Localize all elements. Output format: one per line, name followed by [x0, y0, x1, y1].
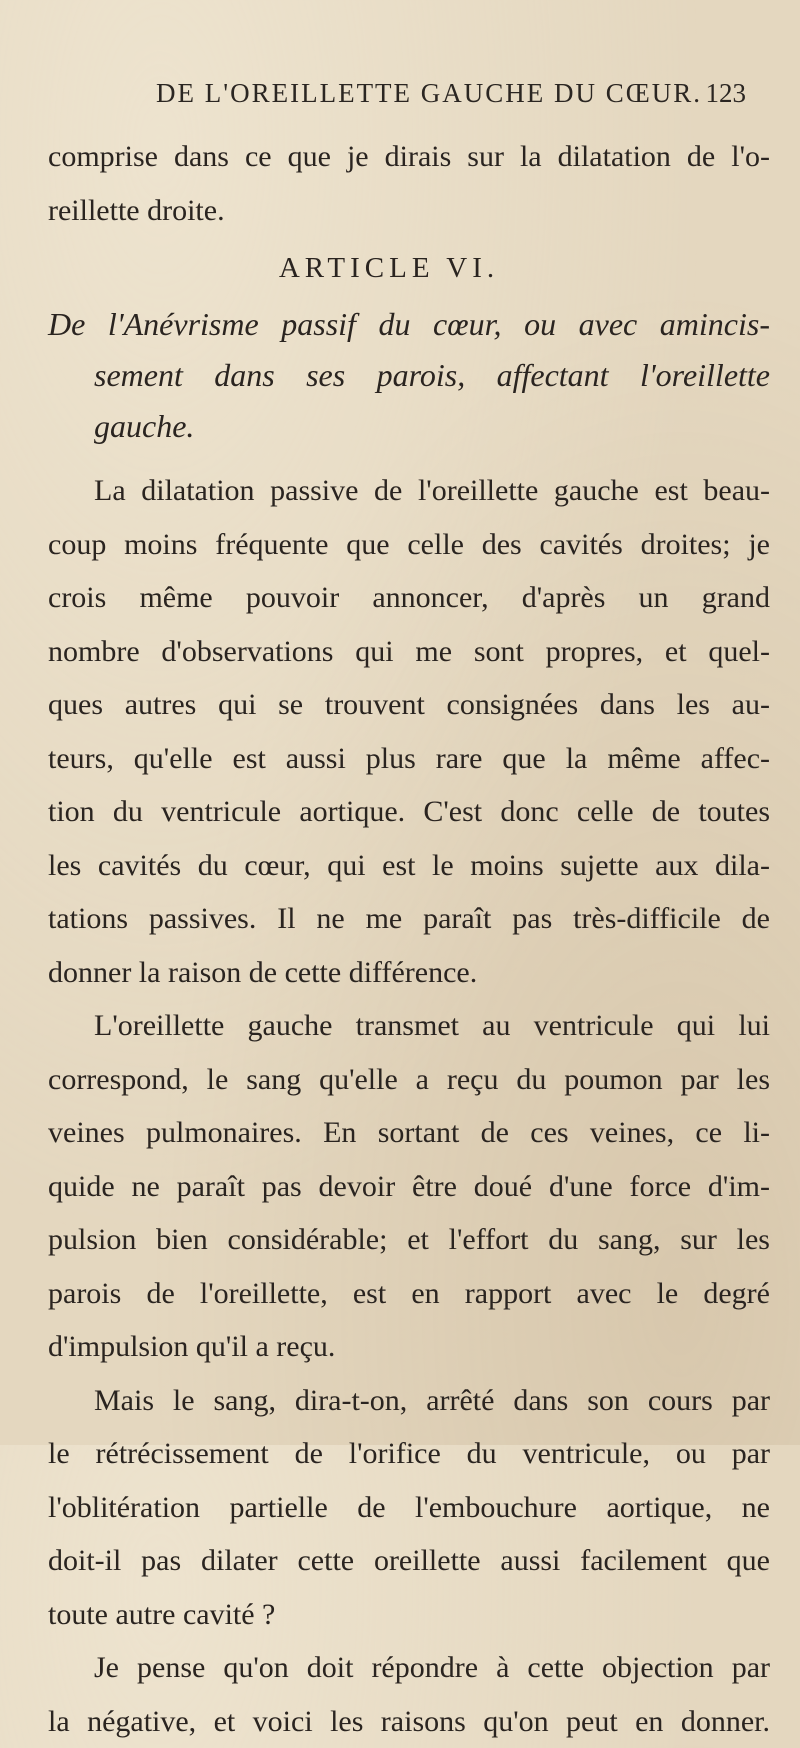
subtitle-line: De l'Anévrisme passif du cœur, ou avec amincis-	[48, 299, 770, 350]
text-line: reillette droite.	[48, 184, 770, 238]
spacer	[48, 452, 770, 464]
subtitle-line: sement dans ses parois, affectant l'oreillette	[48, 350, 770, 401]
text-line: coup moins fréquente que celle des cavités droites; je	[48, 518, 770, 572]
text-line: les cavités du cœur, qui est le moins sujette aux dila-	[48, 839, 770, 893]
subtitle-line: gauche.	[48, 401, 770, 452]
running-title: DE L'OREILLETTE GAUCHE DU CŒUR.	[156, 78, 702, 109]
text-line: L'oreillette gauche transmet au ventricule qui lui	[48, 999, 770, 1053]
text-line: nombre d'observations qui me sont propres, et quel-	[48, 625, 770, 679]
text-line: d'impulsion qu'il a reçu.	[48, 1320, 770, 1374]
text-line: La dilatation passive de l'oreillette gauche est beau-	[48, 464, 770, 518]
text-line: le rétrécissement de l'orifice du ventricule, ou par	[48, 1427, 770, 1481]
text-line: quide ne paraît pas devoir être doué d'une force d'im-	[48, 1160, 770, 1214]
text-line: comprise dans ce que je dirais sur la dilatation de l'o-	[48, 130, 770, 184]
text-line: donner la raison de cette différence.	[48, 946, 770, 1000]
text-line: Je pense qu'on doit répondre à cette objection par	[48, 1641, 770, 1695]
text-line: crois même pouvoir annoncer, d'après un grand	[48, 571, 770, 625]
text-line: doit-il pas dilater cette oreillette aussi facilement que	[48, 1534, 770, 1588]
text-line: la négative, et voici les raisons qu'on peut en donner.	[48, 1695, 770, 1748]
text-line: Mais le sang, dira-t-on, arrêté dans son cours par	[48, 1374, 770, 1428]
paragraph	[48, 1641, 770, 1748]
paragraph	[48, 1374, 770, 1642]
text-line: pulsion bien considérable; et l'effort du sang, sur les	[48, 1213, 770, 1267]
text-line: toute autre cavité ?	[48, 1588, 770, 1642]
body-text	[48, 130, 770, 1748]
text-line: veines pulmonaires. En sortant de ces veines, ce li-	[48, 1106, 770, 1160]
article-subtitle	[48, 299, 770, 452]
text-line: ques autres qui se trouvent consignées dans les au-	[48, 678, 770, 732]
text-line: teurs, qu'elle est aussi plus rare que la même affec-	[48, 732, 770, 786]
article-heading: ARTICLE VI.	[48, 237, 770, 299]
paragraph	[48, 464, 770, 999]
text-line: l'oblitération partielle de l'embouchure aortique, ne	[48, 1481, 770, 1535]
running-head	[0, 78, 800, 114]
text-line: parois de l'oreillette, est en rapport avec le degré	[48, 1267, 770, 1321]
page-number: 123	[706, 78, 747, 109]
paragraph	[48, 999, 770, 1374]
text-line: tion du ventricule aortique. C'est donc celle de toutes	[48, 785, 770, 839]
text-line: correspond, le sang qu'elle a reçu du poumon par les	[48, 1053, 770, 1107]
text-line: tations passives. Il ne me paraît pas très-difficile de	[48, 892, 770, 946]
